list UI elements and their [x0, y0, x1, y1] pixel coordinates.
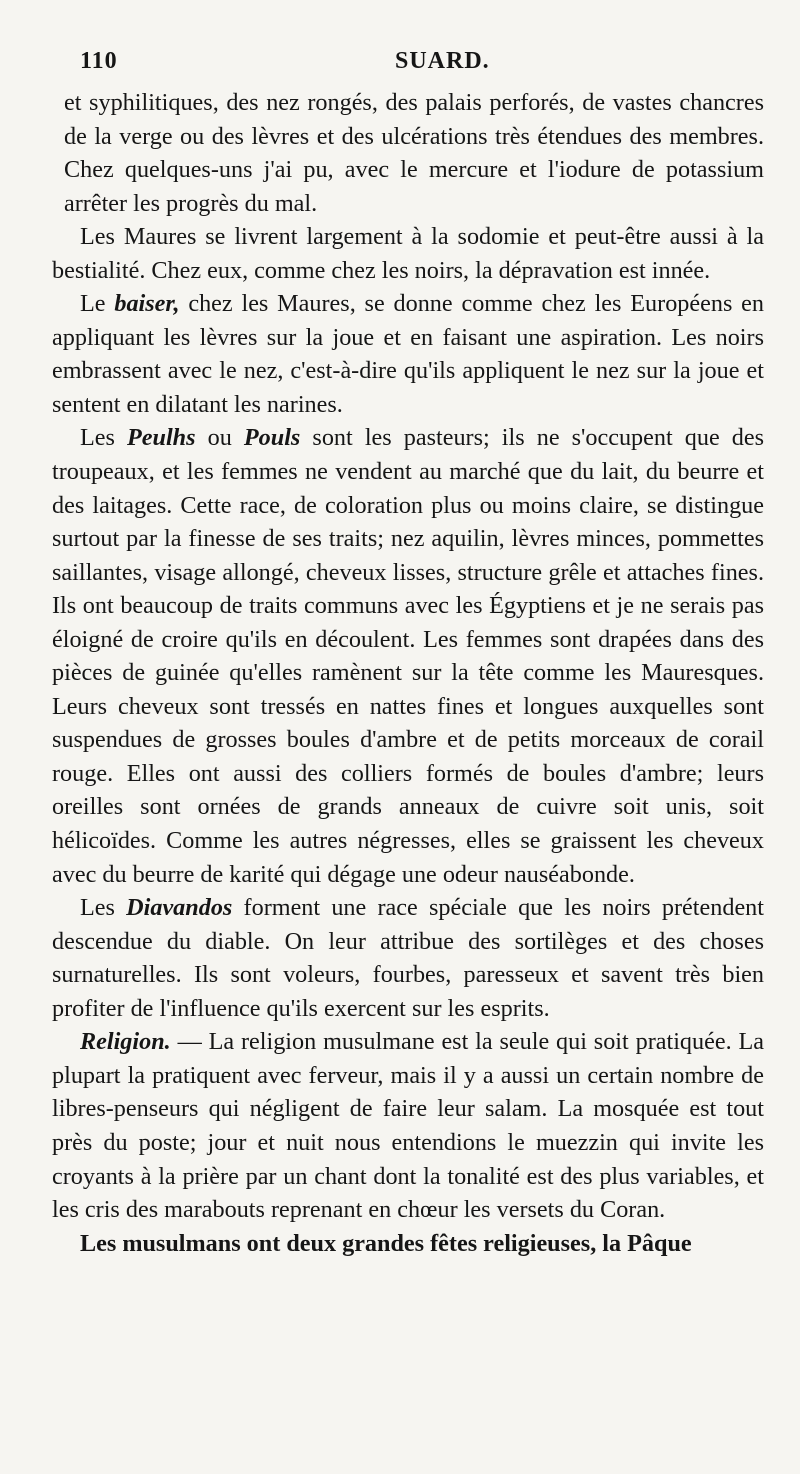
- page-body: [52, 86, 764, 1260]
- italic-term: Pouls: [243, 424, 301, 452]
- page-number: 110: [80, 48, 118, 74]
- paragraph-fetes: [52, 1227, 764, 1261]
- italic-term: Diavandos: [126, 894, 233, 922]
- section-heading-religion: Religion.: [80, 1028, 171, 1056]
- paragraph-peulhs: [52, 421, 764, 891]
- paragraph-text: Le: [80, 290, 115, 318]
- page-header: [52, 42, 764, 82]
- paragraph-continued: [52, 86, 764, 220]
- paragraph-maures: [52, 220, 764, 287]
- paragraph-text: sont les pasteurs; ils ne s'occupent que des troupeaux, et les femmes ne vendent au marché que du lait, du beurre et des laitages. Cette race, de coloration plus ou moins claire, se distingue surtout par la finesse de ses traits; nez aquilin, lèvres minces, pommettes saillantes, visage allongé, cheveux lisses, structure grêle et attaches fines. Ils ont beaucoup de traits communs avec les Égyptiens et je ne serais pas éloigné de croire qu'ils en découlent. Les femmes sont drapées dans des pièces de guinée qu'elles ramènent sur la tête comme les Mauresques. Leurs cheveux sont tressés en nattes fines et longues auxquelles sont suspendues de grosses boules d'ambre et de petits morceaux de corail rouge. Elles ont aussi des colliers formés de boules d'ambre; leurs oreilles sont ornées de grands anneaux de cuivre soit unis, soit hélicoïdes. Comme les autres négresses, elles se graissent les cheveux avec du beurre de karité qui dégage une odeur nauséabonde.: [52, 424, 764, 888]
- paragraph-diavandos: [52, 891, 764, 1025]
- book-page: [52, 42, 764, 1260]
- paragraph-text: et syphilitiques, des nez rongés, des palais perforés, de vastes chancres de la verge ou des lèvres et des ulcérations très étendues des membres. Chez quelques-uns j'ai pu, avec le mercure et l'iodure de potassium arrêter les progrès du mal.: [64, 89, 764, 217]
- paragraph-text: Les musulmans ont deux grandes fêtes religieuses, la Pâque: [80, 1229, 692, 1257]
- italic-term: Peulhs: [127, 424, 196, 452]
- paragraph-text: Les: [80, 424, 127, 452]
- paragraph-text: — La religion musulmane est la seule qui soit pratiquée. La plupart la pratiquent avec ferveur, mais il y a aussi un certain nombre de libres-penseurs qui négligent de faire leur salam. La mosquée est tout près du poste; jour et nuit nous entendions le muezzin qui invite les croyants à la prière par un chant dont la tonalité est des plus variables, et les cris des marabouts reprenant en chœur les versets du Coran.: [52, 1028, 764, 1224]
- paragraph-text: forment une race spéciale que les noirs prétendent descendue du diable. On leur attribue des sortilèges et des choses surnaturelles. Ils sont voleurs, fourbes, paresseux et savent très bien profiter de l'influence qu'ils exercent sur les esprits.: [52, 894, 764, 1022]
- italic-term: baiser,: [114, 290, 180, 318]
- running-title: SUARD.: [395, 48, 490, 74]
- paragraph-text: chez les Maures, se donne comme chez les Européens en appliquant les lèvres sur la joue et en faisant une aspiration. Les noirs embrassent avec le nez, c'est-à-dire qu'ils appliquent le nez sur la joue et sentent en dilatant les narines.: [52, 290, 765, 418]
- paragraph-text: Les Maures se livrent largement à la sodomie et peut-être aussi à la bestialité. Chez eux, comme chez les noirs, la dépravation est innée.: [52, 223, 764, 284]
- paragraph-text: ou: [195, 424, 244, 452]
- paragraph-text: Les: [80, 894, 127, 922]
- paragraph-religion: [52, 1025, 764, 1226]
- paragraph-baiser: [52, 287, 764, 421]
